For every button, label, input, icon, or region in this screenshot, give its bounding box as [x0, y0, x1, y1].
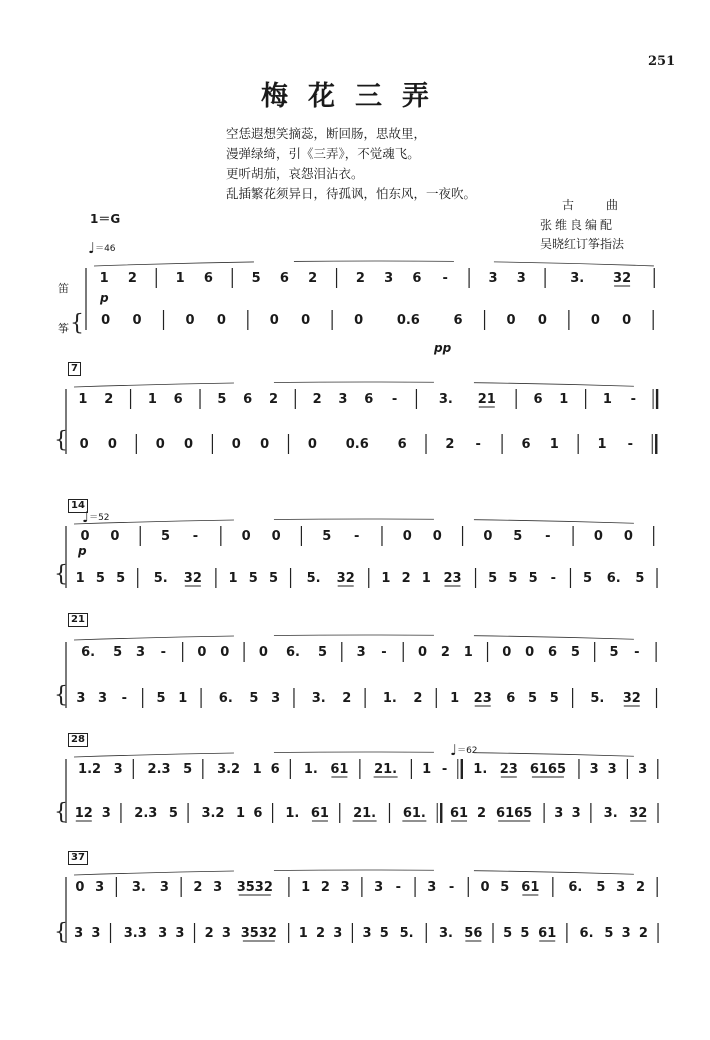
poem-line: 漫弹绿绮，引《三弄》，不觉魂飞。 [226, 146, 420, 161]
note-group: - [550, 571, 557, 586]
note-group: 23 [473, 691, 492, 706]
note-group: 5 [113, 645, 123, 660]
note-group: 2 [204, 926, 214, 941]
tempo-mark: ♩＝46 [88, 239, 116, 257]
note-group: 6 [364, 392, 374, 407]
note-group: 0 [480, 880, 490, 895]
note-group: 3 [271, 691, 281, 706]
note-group: - [441, 762, 448, 777]
note-group: 5. [590, 691, 605, 706]
note-group: 5 [317, 645, 328, 660]
note-group: 3 [91, 926, 101, 941]
note-group: 1 [597, 437, 607, 452]
note-group: 0 [197, 645, 207, 660]
note-group: - [545, 529, 551, 544]
note-group: 6 [253, 806, 263, 821]
note-group: 6. [218, 691, 233, 706]
note-group: 1 [559, 392, 569, 407]
note-group: 0 [623, 529, 633, 544]
note-group: - [448, 880, 455, 895]
measure-number: 14 [68, 499, 88, 513]
note-group: 1 [463, 645, 473, 660]
note-group: 0 [107, 437, 117, 452]
note-group: - [442, 271, 448, 286]
note-group: 3 [135, 645, 146, 660]
note-group: 5 [500, 880, 510, 895]
note-group: 0 [271, 529, 281, 544]
note-group: 0 [506, 313, 516, 328]
note-group: 12 [74, 806, 93, 821]
note-group: 6 [521, 437, 531, 452]
note-group: 61 [310, 806, 329, 821]
note-group: 6 [173, 392, 183, 407]
note-group: 2 [312, 392, 322, 407]
note-group: 21 [477, 392, 496, 407]
note-group: 0 [258, 645, 268, 660]
note-group: 23 [443, 571, 462, 586]
note-group: 1 [175, 271, 185, 286]
note-group: 3532 [236, 880, 273, 895]
note-group: 3 [95, 880, 105, 895]
note-group: 1 [178, 691, 188, 706]
note-group: 61 [521, 880, 540, 895]
note-group: - [121, 691, 128, 706]
note-group: 6 [506, 691, 516, 706]
note-group: 0 [75, 880, 85, 895]
note-group: 5 [268, 571, 278, 586]
quarter-note-icon: ♩ [450, 741, 458, 759]
note-group: 5 [508, 571, 518, 586]
note-group: - [627, 437, 634, 452]
note-group: - [381, 645, 387, 660]
brace-icon: { [70, 311, 84, 336]
note-group: 6 [533, 392, 543, 407]
note-group: 32 [183, 571, 202, 586]
credit-arranger: 张维良编配 [540, 218, 616, 232]
note-group: 1. [473, 762, 488, 777]
key-signature: 1＝G [90, 212, 121, 226]
note-group: 2 [638, 926, 648, 941]
note-group: 3 [74, 926, 84, 941]
note-group: 6. [606, 571, 621, 586]
note-group: 1 [147, 392, 157, 407]
note-group: 3 [338, 392, 348, 407]
slur-arc [94, 261, 656, 266]
note-group: 0 [502, 645, 512, 660]
note-group: 0 [241, 529, 251, 544]
note-group: 5 [528, 571, 538, 586]
quarter-note-icon: ♩ [82, 508, 90, 526]
note-group: 3 [607, 762, 617, 777]
dynamic-mark: pp [434, 341, 452, 355]
note-group: 6 [548, 645, 558, 660]
tempo-mark: ♩＝62 [450, 741, 478, 759]
note-group: 6 [453, 313, 463, 328]
note-group: 0 [307, 437, 317, 452]
note-group: 5 [379, 926, 389, 941]
note-group: 0 [231, 437, 241, 452]
brace-icon: { [54, 920, 68, 945]
note-group: 3 [333, 926, 343, 941]
slur-arc [74, 519, 656, 524]
note-group: - [630, 392, 636, 407]
slur-arc [74, 752, 656, 757]
note-group: 0.6 [345, 437, 369, 452]
note-group: 2 [268, 392, 279, 407]
tempo-mark: ♩＝52 [82, 508, 110, 526]
note-group: 61 [449, 806, 469, 821]
note-group: 3 [374, 880, 384, 895]
note-group: 1 [298, 926, 308, 941]
credit-editor: 吴晓红订筝指法 [540, 237, 625, 251]
note-group: 1 [78, 392, 88, 407]
note-group: 3 [213, 880, 223, 895]
note-group: 1 [381, 571, 391, 586]
note-group: 6. [81, 645, 96, 660]
brace-icon: { [54, 800, 68, 825]
note-group: 5 [528, 691, 538, 706]
note-group: 0 [101, 313, 111, 328]
note-group: 3 [571, 806, 581, 821]
credit-source: 古曲 [562, 198, 651, 212]
note-group: 2 [316, 926, 326, 941]
quarter-note-icon: ♩ [88, 239, 96, 257]
note-group: 5 [217, 392, 227, 407]
note-group: 5 [248, 571, 258, 586]
note-group: 5. [153, 571, 168, 586]
slur-arc [74, 382, 656, 387]
note-group: 6 [243, 392, 253, 407]
instrument-label-di: 笛 [58, 282, 69, 295]
note-group: 1 [252, 762, 262, 777]
note-group: 2 [193, 880, 203, 895]
note-group: 0.6 [396, 313, 420, 328]
note-group: 3 [616, 880, 626, 895]
note-group: 3. [603, 806, 618, 821]
note-group: 3 [113, 762, 123, 777]
note-group: 2 [445, 437, 455, 452]
note-group: 5 [95, 571, 105, 586]
note-group: - [160, 645, 167, 660]
note-group: 61. [402, 806, 426, 821]
note-group: 0 [80, 529, 90, 544]
note-group: 3 [101, 806, 111, 821]
brace-icon: { [54, 562, 68, 587]
note-group: 2 [413, 691, 423, 706]
note-group: 32 [336, 571, 355, 586]
note-group: 5. [399, 926, 414, 941]
note-group: 3 [384, 271, 394, 286]
note-group: 3 [159, 880, 169, 895]
measure-number: 28 [68, 733, 88, 747]
note-group: 2 [308, 271, 318, 286]
note-group: 6165 [529, 762, 567, 777]
dynamic-mark: p [100, 291, 109, 305]
note-group: 5 [604, 926, 614, 941]
note-group: 3.3 [123, 926, 147, 941]
note-group: 0 [354, 313, 364, 328]
brace-icon: { [54, 428, 68, 453]
note-group: 3532 [240, 926, 277, 941]
note-group: 0 [79, 437, 89, 452]
note-group: 21. [353, 806, 377, 821]
note-group: 0 [537, 313, 547, 328]
note-group: 5 [116, 571, 126, 586]
note-group: 0 [220, 645, 230, 660]
note-group: 0 [593, 529, 603, 544]
note-group: 3 [221, 926, 231, 941]
note-group: 5 [251, 271, 261, 286]
note-group: 3 [158, 926, 168, 941]
note-group: 3 [362, 926, 372, 941]
note-group: 2 [476, 806, 487, 821]
note-group: 5 [249, 691, 259, 706]
note-group: 0 [132, 313, 142, 328]
note-group: 3 [621, 926, 631, 941]
note-group: 0 [183, 437, 194, 452]
note-group: 5 [513, 529, 523, 544]
note-group: 0 [590, 313, 600, 328]
note-group: 3 [356, 645, 366, 660]
instrument-label-zheng: 筝 [58, 322, 69, 335]
note-group: 3 [427, 880, 437, 895]
note-group: 5 [503, 926, 513, 941]
measure-number: 21 [68, 613, 88, 627]
note-group: 2 [342, 691, 352, 706]
note-group: - [353, 529, 360, 544]
page-title: 梅花三弄 [261, 81, 449, 112]
note-group: 0 [216, 313, 226, 328]
note-group: 1 [236, 806, 246, 821]
note-group: 3.2 [217, 762, 241, 777]
note-group: 32 [622, 691, 641, 706]
page-number: 251 [648, 54, 676, 69]
measure-number: 37 [68, 851, 88, 865]
note-group: 6 [412, 271, 422, 286]
note-group: 3 [76, 691, 86, 706]
note-group: 0 [418, 645, 428, 660]
note-group: - [634, 645, 640, 660]
note-group: 6 [397, 437, 407, 452]
note-group: 5 [596, 880, 606, 895]
note-group: 56 [464, 926, 483, 941]
note-group: 1. [303, 762, 318, 777]
note-group: 1 [228, 571, 238, 586]
note-group: 1 [422, 762, 432, 777]
note-group: 3. [438, 926, 453, 941]
note-group: 5 [168, 806, 178, 821]
slur-arc [74, 635, 656, 640]
note-group: 1 [75, 571, 85, 586]
note-group: 0 [301, 313, 311, 328]
note-group: 0 [185, 313, 195, 328]
note-group: 5 [609, 645, 619, 660]
note-group: - [192, 529, 199, 544]
note-group: 5 [322, 529, 332, 544]
poem-line: 更听胡茄，哀怨泪沾衣。 [226, 166, 364, 181]
measure-number: 7 [68, 362, 81, 376]
note-group: 2.3 [134, 806, 158, 821]
note-group: - [395, 880, 402, 895]
note-group: 3 [175, 926, 185, 941]
note-group: 3 [638, 762, 648, 777]
note-group: 0 [622, 313, 632, 328]
note-group: 2 [401, 571, 411, 586]
note-group: 23 [499, 762, 518, 777]
note-group: 5 [549, 691, 559, 706]
note-group: 5 [635, 571, 645, 586]
note-group: 1 [549, 437, 559, 452]
note-group: 3. [570, 271, 585, 286]
note-group: 1 [602, 392, 612, 407]
note-group: 3 [488, 271, 498, 286]
note-group: 3. [131, 880, 146, 895]
note-group: 0 [525, 645, 535, 660]
note-group: 1 [301, 880, 311, 895]
note-group: 5 [570, 645, 580, 660]
note-group: 2 [127, 271, 137, 286]
note-group: 0 [269, 313, 279, 328]
note-group: 3. [311, 691, 326, 706]
note-group: 2 [440, 645, 450, 660]
note-group: 3 [98, 691, 108, 706]
note-group: 1. [285, 806, 300, 821]
note-group: 32 [629, 806, 648, 821]
note-group: 6 [203, 271, 213, 286]
note-group: 6 [270, 762, 280, 777]
note-group: 3.2 [201, 806, 225, 821]
brace-icon: { [54, 683, 68, 708]
note-group: - [391, 392, 398, 407]
note-group: 6165 [496, 806, 533, 821]
note-group: 5 [183, 762, 193, 777]
note-group: 1 [450, 691, 460, 706]
note-group: 1 [99, 271, 109, 286]
note-group: 5 [488, 571, 498, 586]
note-group: 21. [374, 762, 398, 777]
note-group: - [475, 437, 481, 452]
note-group: 0 [402, 529, 412, 544]
note-group: 3 [340, 880, 350, 895]
note-group: 61 [538, 926, 557, 941]
note-group: 2 [355, 271, 365, 286]
poem-line: 乱插繁花须异日，待孤讽，怕东风，一夜吹。 [226, 186, 477, 201]
note-group: 2 [104, 392, 114, 407]
note-group: 0 [155, 437, 165, 452]
note-group: 32 [613, 271, 632, 286]
note-group: 0 [260, 437, 270, 452]
note-group: 1 [421, 571, 431, 586]
note-group: 0 [483, 529, 493, 544]
note-group: 6 [279, 271, 289, 286]
note-group: 2 [320, 880, 330, 895]
note-group: 6. [285, 645, 300, 660]
slur-arc [74, 870, 656, 875]
note-group: 6. [579, 926, 594, 941]
note-group: 61 [330, 762, 349, 777]
note-group: 3 [554, 806, 564, 821]
note-group: 5 [156, 691, 166, 706]
note-group: 1.2 [78, 762, 102, 777]
note-group: 0 [110, 529, 120, 544]
dynamic-mark: p [78, 544, 87, 558]
note-group: 3. [438, 392, 453, 407]
note-group: 5 [520, 926, 530, 941]
note-group: 5. [306, 571, 321, 586]
note-group: 3 [516, 271, 526, 286]
note-group: 3 [589, 762, 599, 777]
note-group: 1. [382, 691, 397, 706]
note-group: 5 [161, 529, 171, 544]
note-group: 2 [635, 880, 645, 895]
poem-line: 空恁遐想笑摘蕊，断回肠，思故里， [226, 126, 427, 141]
note-group: 6. [568, 880, 583, 895]
note-group: 2.3 [147, 762, 171, 777]
note-group: 5 [583, 571, 593, 586]
note-group: 0 [432, 529, 442, 544]
